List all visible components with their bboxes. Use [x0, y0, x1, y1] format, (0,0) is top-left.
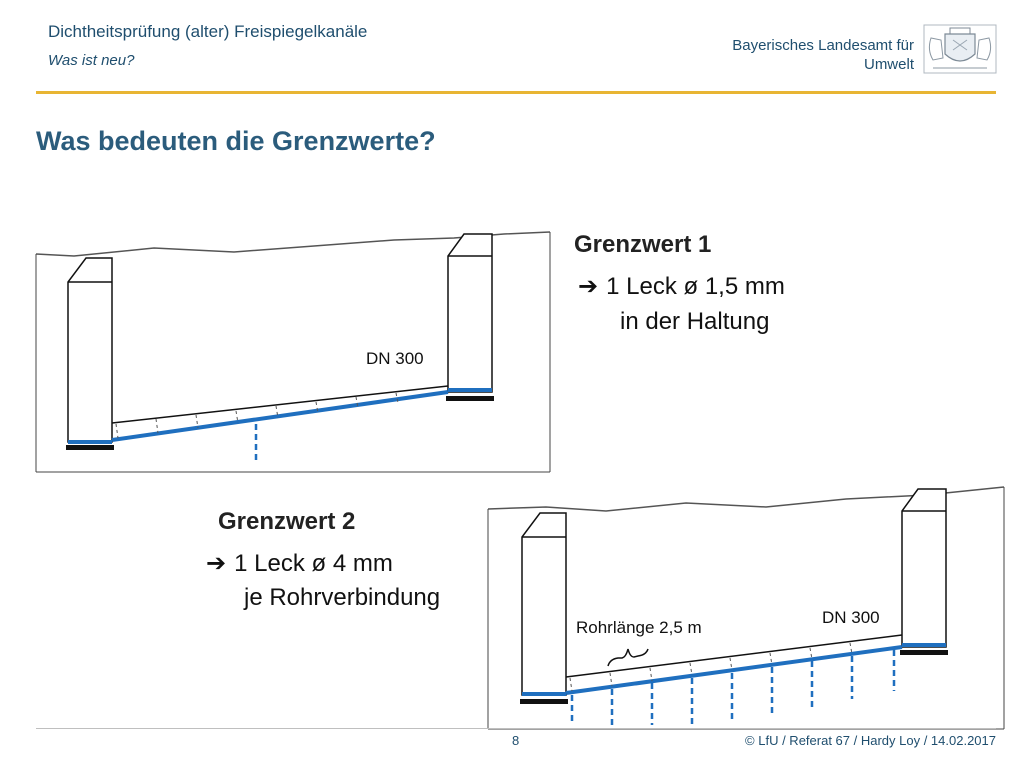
org-line-1: Bayerisches Landesamt für [732, 37, 914, 54]
pipe-diagram-grenzwert-1 [34, 226, 552, 474]
arrow-right-icon: ➔ [206, 549, 227, 577]
grenzwert-2-leak-size: 1 Leck ø 4 mm [234, 550, 393, 577]
organization-name [732, 36, 914, 74]
grenzwert-1-line-2: in der Haltung [620, 308, 770, 335]
pipe-diagram-grenzwert-2 [486, 485, 1006, 732]
grenzwert-1-line-1 [578, 272, 785, 301]
grenzwert-2-heading: Grenzwert 2 [218, 508, 356, 535]
pipe-length-label: Rohrlänge 2,5 m [576, 618, 702, 637]
grenzwert-1-leak-size: 1 Leck ø 1,5 mm [606, 273, 785, 300]
grenzwert-2-line-2: je Rohrverbindung [244, 584, 441, 611]
slide-title: Was bedeuten die Grenzwerte? [36, 126, 436, 156]
dn-label-2: DN 300 [822, 608, 880, 627]
bavarian-crest-logo [923, 24, 997, 74]
page-number: 8 [512, 733, 520, 748]
arrow-right-icon: ➔ [578, 272, 599, 300]
org-line-2: Umwelt [863, 56, 914, 73]
footer-divider [36, 728, 996, 729]
grenzwert-2-line-1 [206, 549, 393, 578]
dn-label-1: DN 300 [366, 349, 424, 368]
header-divider [36, 91, 996, 94]
presentation-subtitle: Was ist neu? [48, 52, 135, 69]
presentation-title: Dichtheitsprüfung (alter) Freispiegelkanäle [48, 22, 368, 41]
grenzwert-1-heading: Grenzwert 1 [574, 231, 712, 258]
footer-copyright: © LfU / Referat 67 / Hardy Loy / 14.02.2017 [745, 733, 996, 748]
